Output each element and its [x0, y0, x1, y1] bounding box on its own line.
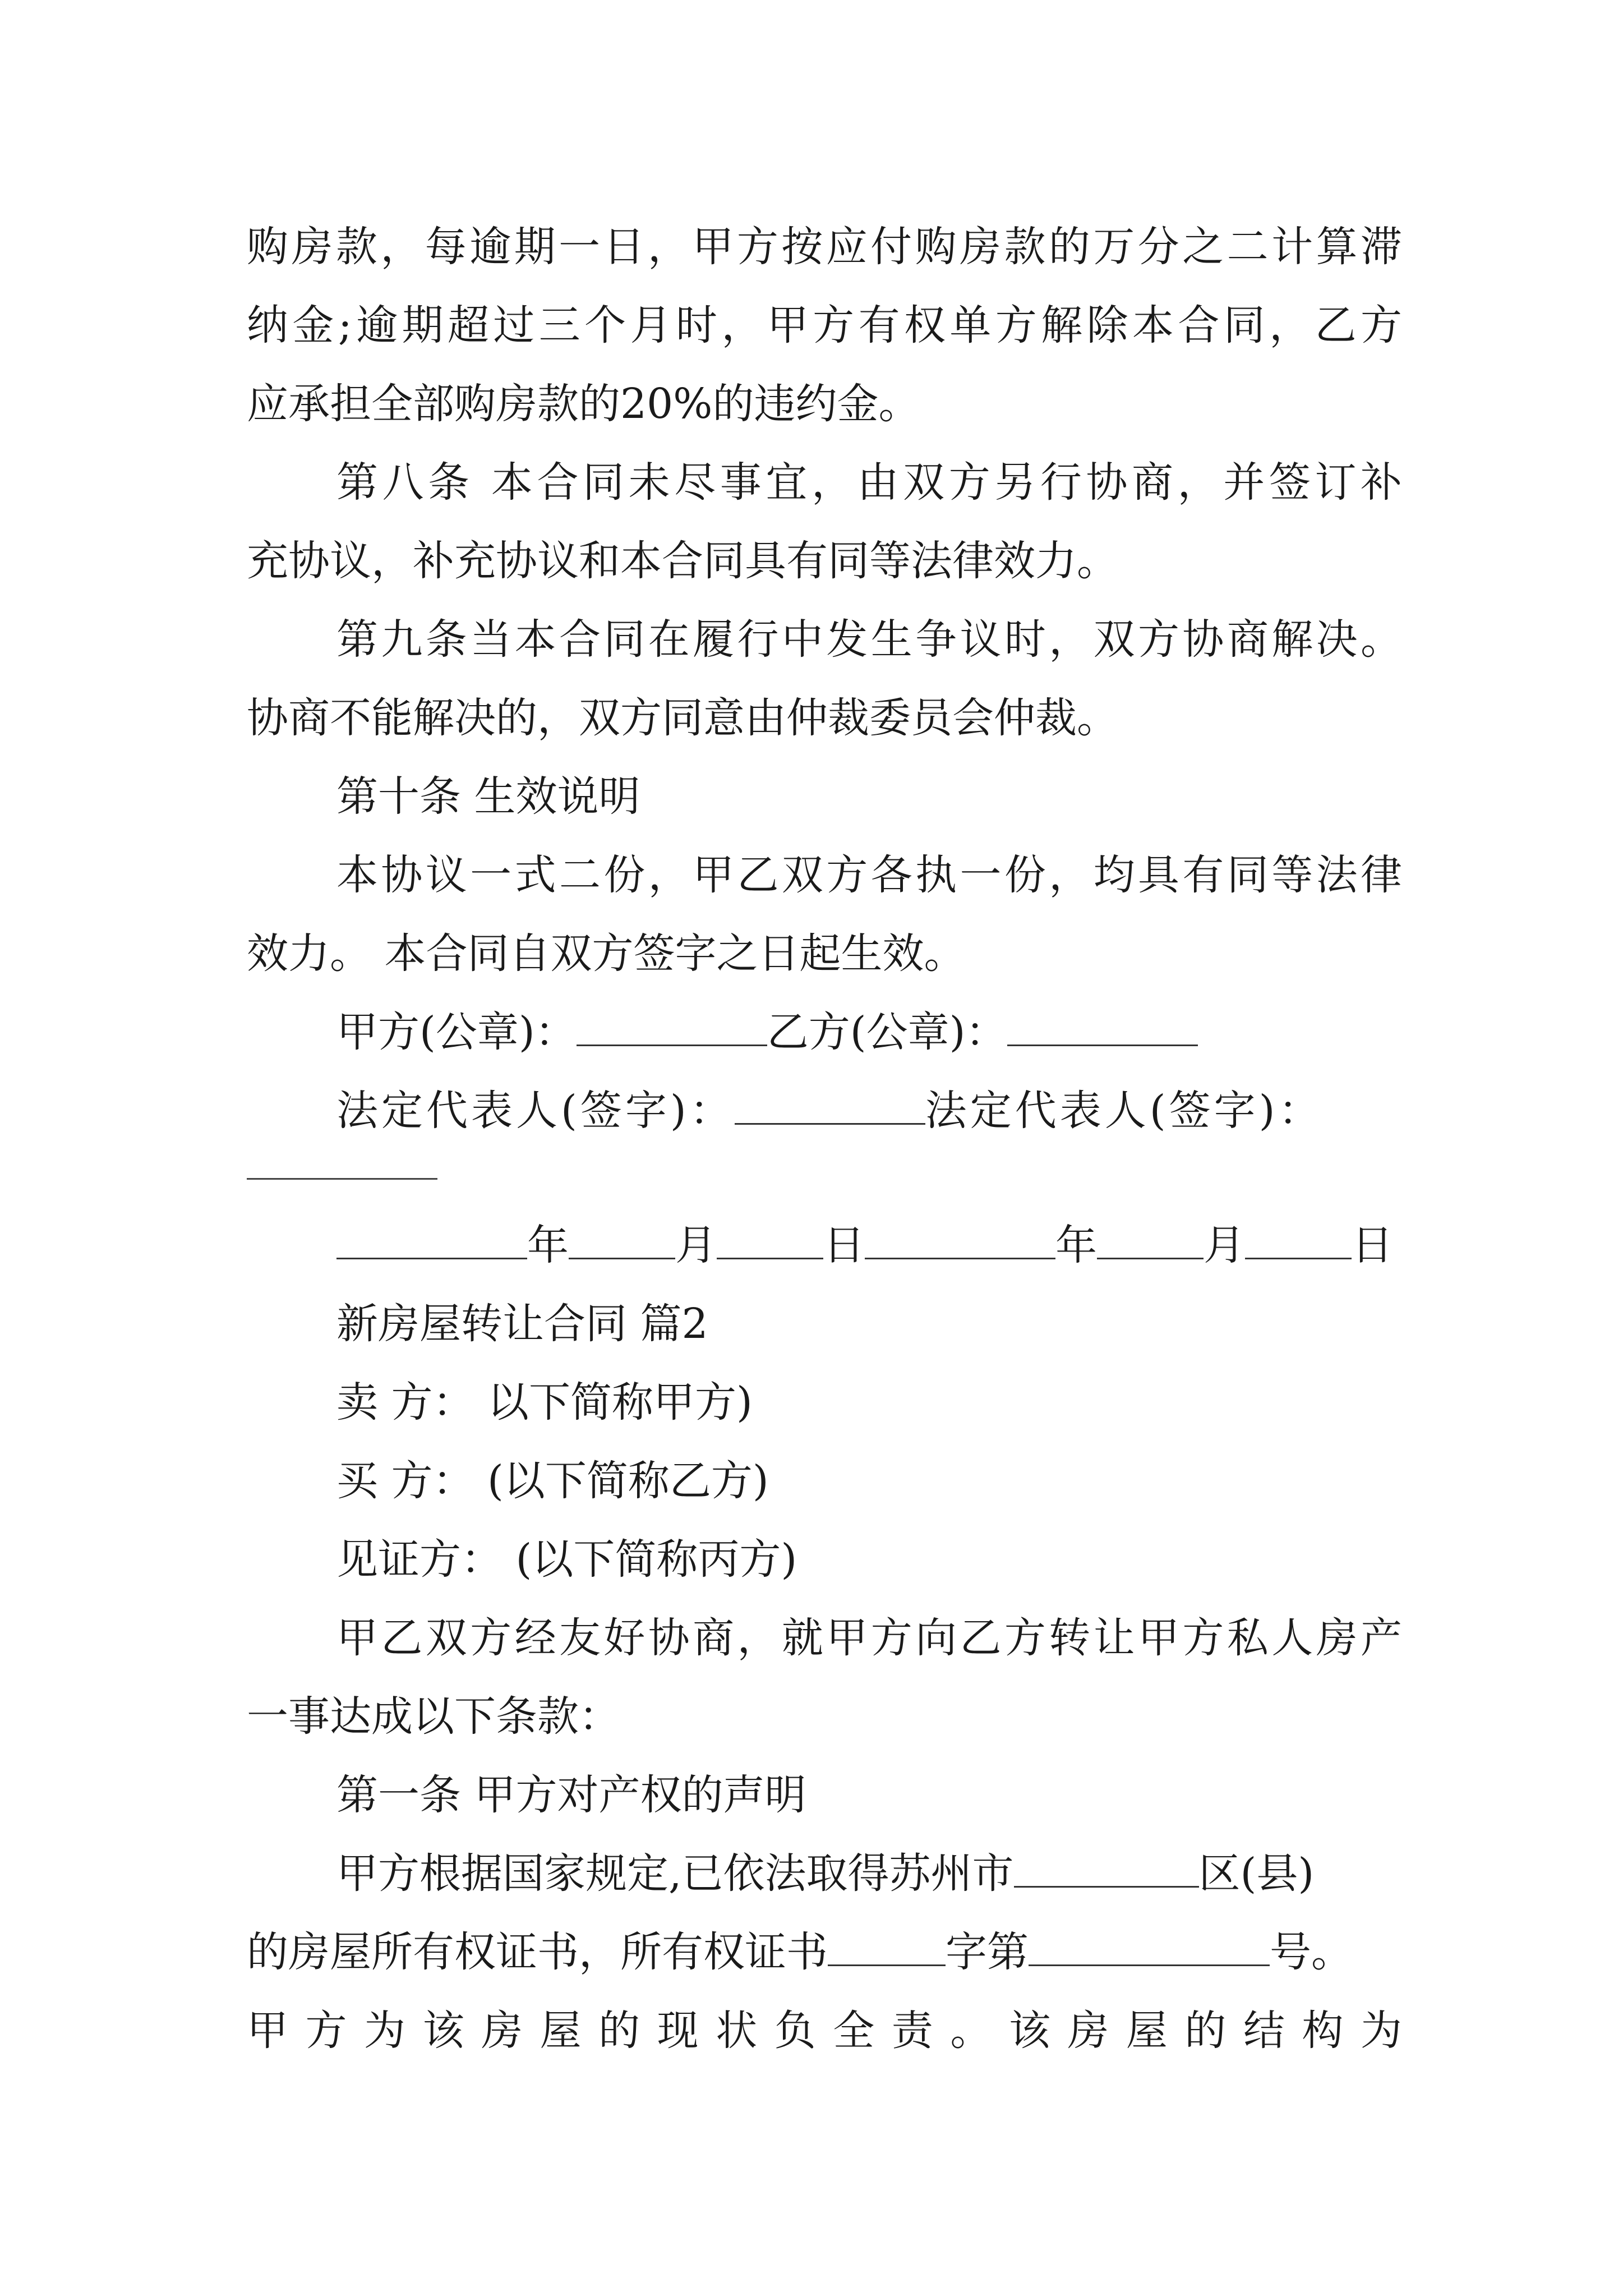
certificate-prefix-blank[interactable]: [828, 1924, 946, 1966]
day-blank[interactable]: [717, 1217, 823, 1259]
year-label: 年: [527, 1221, 569, 1269]
paragraph-line: 效力。 本合同自双方签字之日起生效。: [247, 930, 966, 978]
clause-one-text: 号。: [1270, 1928, 1353, 1976]
party-b-seal-label: 乙方(公章)：: [767, 1008, 1007, 1056]
paragraph-line: 充协议，补充协议和本合同具有同等法律效力。: [247, 537, 1118, 585]
clause-one-line: [247, 1924, 1402, 1980]
month-blank[interactable]: [1097, 1217, 1204, 1259]
clause-one-line: [336, 1846, 1402, 1902]
month-label: 月: [1204, 1221, 1245, 1269]
paragraph-line: 一事达成以下条款：: [247, 1692, 620, 1741]
witness-line: 见证方： (以下简称丙方): [336, 1535, 797, 1584]
clause-one-text: 区(县): [1198, 1849, 1315, 1898]
paragraph-line: 应承担全部购房款的20%的违约金。: [247, 380, 920, 428]
day-label: 日: [1352, 1221, 1393, 1269]
representative-b-blank[interactable]: [247, 1178, 437, 1180]
clause-one-text: 的房屋所有权证书，所有权证书: [247, 1928, 828, 1976]
paragraph-line: 本协议一式二份，甲乙双方各执一份，均具有同等法律: [336, 851, 1402, 899]
district-blank[interactable]: [1014, 1846, 1199, 1888]
day-label: 日: [823, 1221, 865, 1269]
clause-one-text: 甲方根据国家规定,已依法取得苏州市: [336, 1849, 1014, 1898]
representative-a-blank[interactable]: [735, 1083, 925, 1125]
paragraph-line: 协商不能解决的，双方同意由仲裁委员会仲裁。: [247, 694, 1118, 742]
paragraph-line: 纳金;逾期超过三个月时，甲方有权单方解除本合同，乙方: [247, 301, 1402, 349]
representative-line: [336, 1083, 1402, 1139]
paragraph-line: 甲乙双方经友好协商，就甲方向乙方转让甲方私人房产: [336, 1614, 1402, 1662]
paragraph-line: 购房款，每逾期一日，甲方按应付购房款的万分之二计算滞: [247, 223, 1402, 271]
clause-ten-heading: 第十条 生效说明: [336, 772, 640, 821]
month-label: 月: [675, 1221, 717, 1269]
month-blank[interactable]: [569, 1217, 675, 1259]
clause-one-heading: 第一条 甲方对产权的声明: [336, 1771, 806, 1819]
certificate-number-blank[interactable]: [1029, 1924, 1270, 1966]
clause-nine-line: 第九条当本合同在履行中发生争议时，双方协商解决。: [336, 615, 1402, 664]
year-blank[interactable]: [336, 1217, 527, 1259]
party-b-seal-blank[interactable]: [1007, 1004, 1198, 1046]
seal-line: [336, 1004, 1402, 1060]
year-label: 年: [1055, 1221, 1097, 1269]
clause-one-text: 字第: [946, 1928, 1029, 1976]
representative-a-label: 法定代表人(签字)：: [336, 1087, 735, 1135]
seller-line: 卖 方： 以下简称甲方): [336, 1378, 753, 1427]
representative-b-label: 法定代表人(签字)：: [925, 1087, 1324, 1135]
day-blank[interactable]: [1245, 1217, 1352, 1259]
year-blank[interactable]: [865, 1217, 1055, 1259]
paragraph-line: 甲方为该房屋的现状负全责。该房屋的结构为: [247, 2007, 1402, 2055]
section-heading: 新房屋转让合同 篇2: [336, 1300, 708, 1348]
party-a-seal-blank[interactable]: [577, 1004, 767, 1046]
date-line: [336, 1217, 1402, 1273]
party-a-seal-label: 甲方(公章)：: [336, 1008, 577, 1056]
buyer-line: 买 方： (以下简称乙方): [336, 1457, 769, 1505]
clause-eight-line: 第八条 本合同未尽事宜，由双方另行协商，并签订补: [336, 458, 1402, 507]
